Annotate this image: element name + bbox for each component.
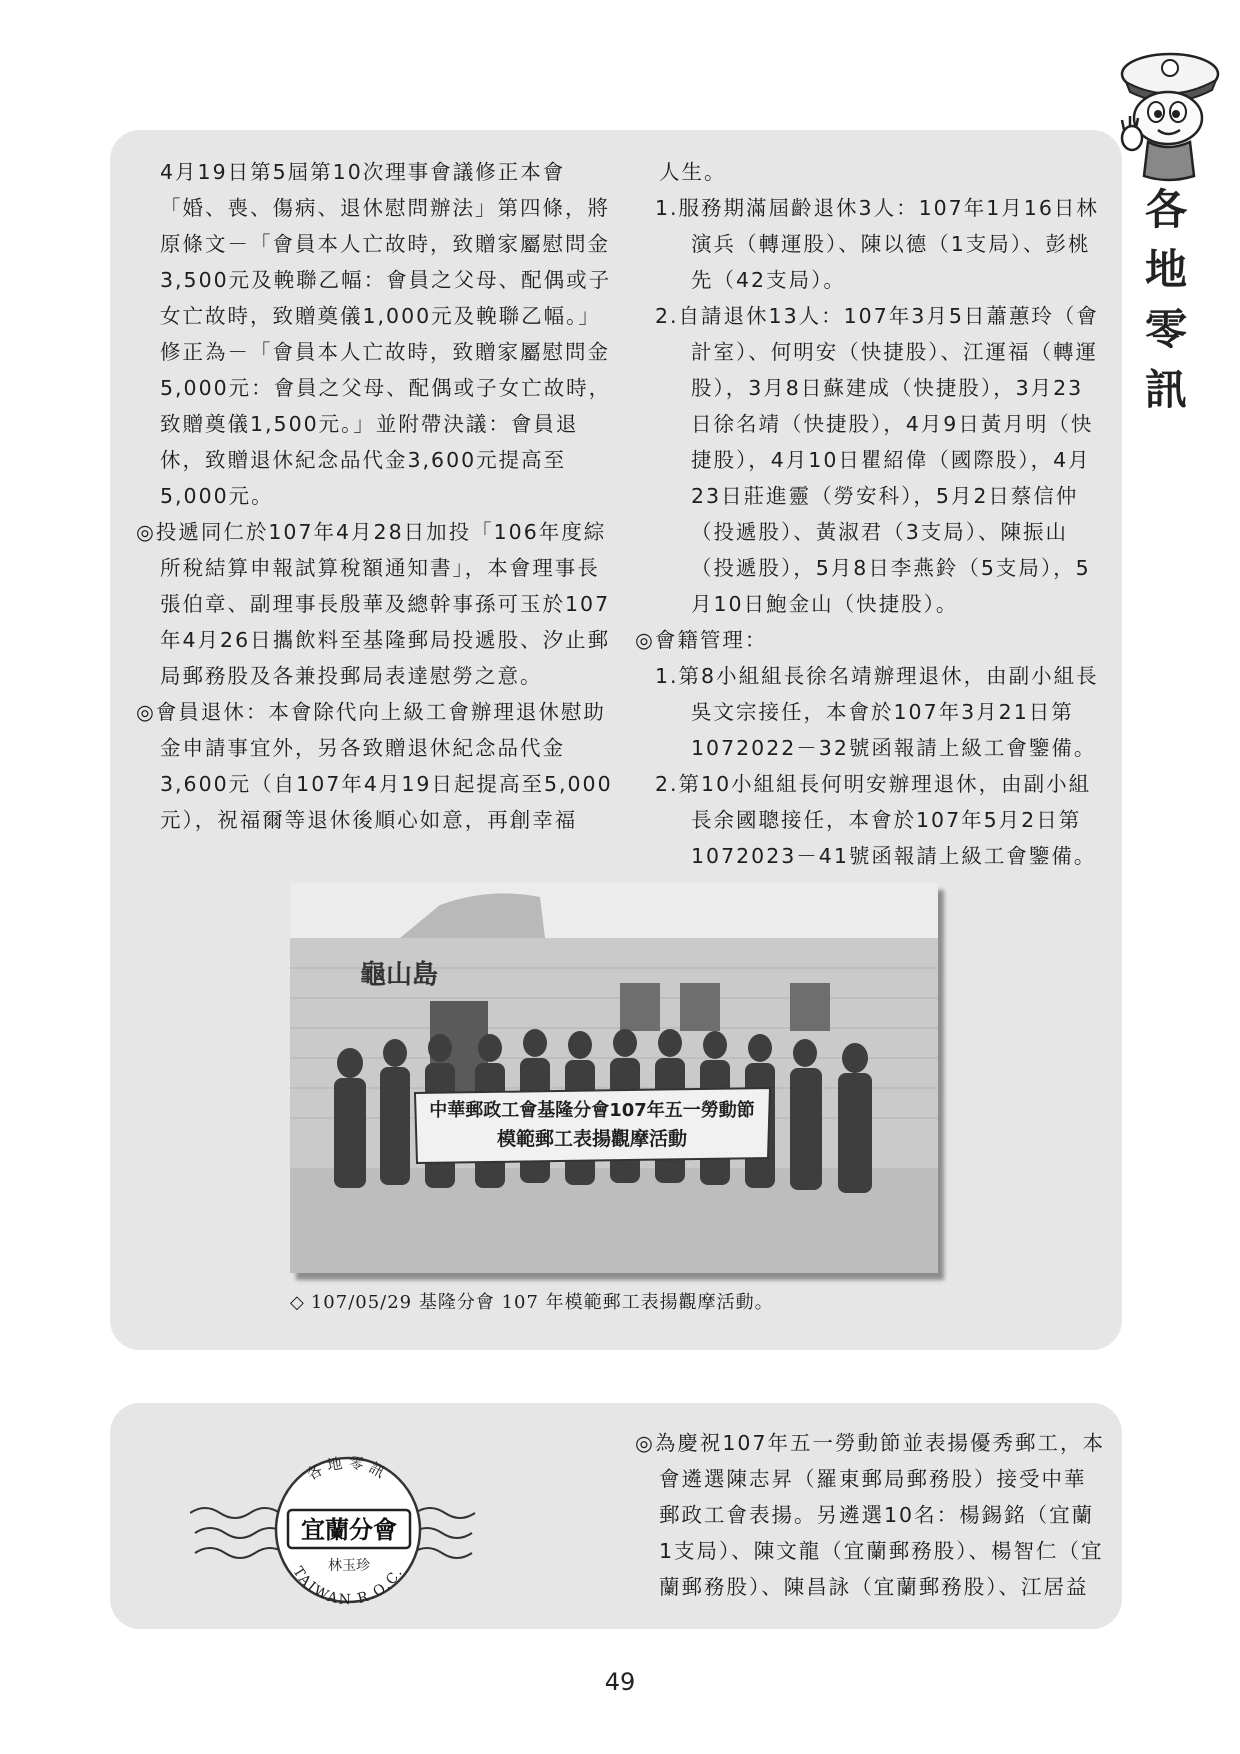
paragraph-bylaw-amendment: 4月19日第5屆第10次理事會議修正本會「婚、喪、傷病、退休慰問辦法」第四條，將原條文－「會員本人亡故時，致贈家屬慰問金3,500元及輓聯乙幅：會員之父母、配偶或子女亡故時，致贈奠儀1,000元及輓聯乙幅。」修正為－「會員本人亡故時，致贈家屬慰問金5,000元：會員之父母、配偶或子女亡故時，致贈奠儀1,500元。」並附帶決議：會員退休，致贈退休紀念品代金3,600元提高至5,000元。	[160, 160, 612, 508]
paragraph-member-retirement: ◎會員退休：本會除代向上級工會辦理退休慰助金申請事宜外，另各致贈退休紀念品代金3,600元（自107年4月19日起提高至5,000元），祝福爾等退休後順心如意，再創幸福	[136, 700, 613, 832]
building-sign: 龜山島	[360, 960, 439, 990]
section-title	[1135, 180, 1197, 420]
heading-membership: ◎會籍管理：	[635, 628, 768, 652]
postmark-stamp	[190, 1418, 480, 1618]
list-item-group8: 1.第8小組組長徐名靖辦理退休，由副小組長吳文宗接任，本會於107年3月21日第1072022－32號函報請上級工會鑒備。	[655, 664, 1099, 760]
yilan-article-column	[635, 1425, 1105, 1605]
banner-line2: 模範郵工表揚觀摩活動	[496, 1128, 688, 1150]
stamp-author: 林玉珍	[328, 1558, 370, 1574]
section-title-char: 地	[1144, 245, 1187, 294]
diamond-icon: ◇	[290, 1292, 305, 1313]
section-title-char: 訊	[1144, 365, 1187, 414]
banner-line1: 中華郵政工會基隆分會107年五一勞動節	[429, 1100, 755, 1121]
article-right-column	[635, 154, 1105, 874]
photo-caption-text: 107/05/29 基隆分會 107 年模範郵工表揚觀摩活動。	[310, 1292, 774, 1313]
section-title-char: 零	[1144, 305, 1187, 354]
stamp-top-text: 各地零訊	[303, 1453, 393, 1485]
mascot-illustration	[1108, 46, 1228, 186]
group-photo	[290, 883, 938, 1273]
section-title-char: 各	[1144, 185, 1187, 234]
list-item-age-retirement: 1.服務期滿屆齡退休3人：107年1月16日林演兵（轉運股）、陳以德（1支局）、彭桃先（42支局）。	[655, 196, 1099, 292]
article-left-column	[136, 154, 618, 838]
paragraph-labor-day-award: ◎為慶祝107年五一勞動節並表揚優秀郵工，本會遴選陳志昇（羅東郵局郵務股）接受中華郵政工會表揚。另遴選10名：楊錫銘（宜蘭1支局）、陳文龍（宜蘭郵務股）、楊智仁（宜蘭郵務股）、陳昌詠（宜蘭郵務股）、江居益	[635, 1431, 1106, 1599]
paragraph-continued: 人生。	[659, 160, 727, 184]
page-number: 49	[604, 1668, 636, 1696]
group-photo-image	[290, 883, 938, 1273]
list-item-group10: 2.第10小組組長何明安辦理退休，由副小組長余國聰接任，本會於107年5月2日第1072023－41號函報請上級工會鑒備。	[655, 772, 1097, 868]
stamp-branch-name: 宜蘭分會	[301, 1516, 397, 1544]
list-item-voluntary-retirement: 2.自請退休13人：107年3月5日蕭蕙玲（會計室）、何明安（快捷股）、江運福（轉運股），3月8日蘇建成（快捷股），3月23日徐名靖（快捷股），4月9日黃月明（快捷股），4月10日瞿紹偉（國際股），4月23日莊進靈（勞安科），5月2日蔡信仲（投遞股）、黃淑君（3支局）、陳振山（投遞股），5月8日李燕鈴（5支局），5月10日鮑金山（快捷股）。	[655, 304, 1099, 616]
stamp-bottom-text: TAIWAN R.O.C.	[289, 1564, 407, 1609]
photo-caption	[290, 1290, 938, 1316]
paragraph-delivery-staff: ◎投遞同仁於107年4月28日加投「106年度綜所稅結算申報試算稅額通知書」，本會理事長張伯章、副理事長殷華及總幹事孫可玉於107年4月26日攜飲料至基隆郵局投遞股、汐止郵局郵務股及各兼投郵局表達慰勞之意。	[136, 520, 611, 688]
